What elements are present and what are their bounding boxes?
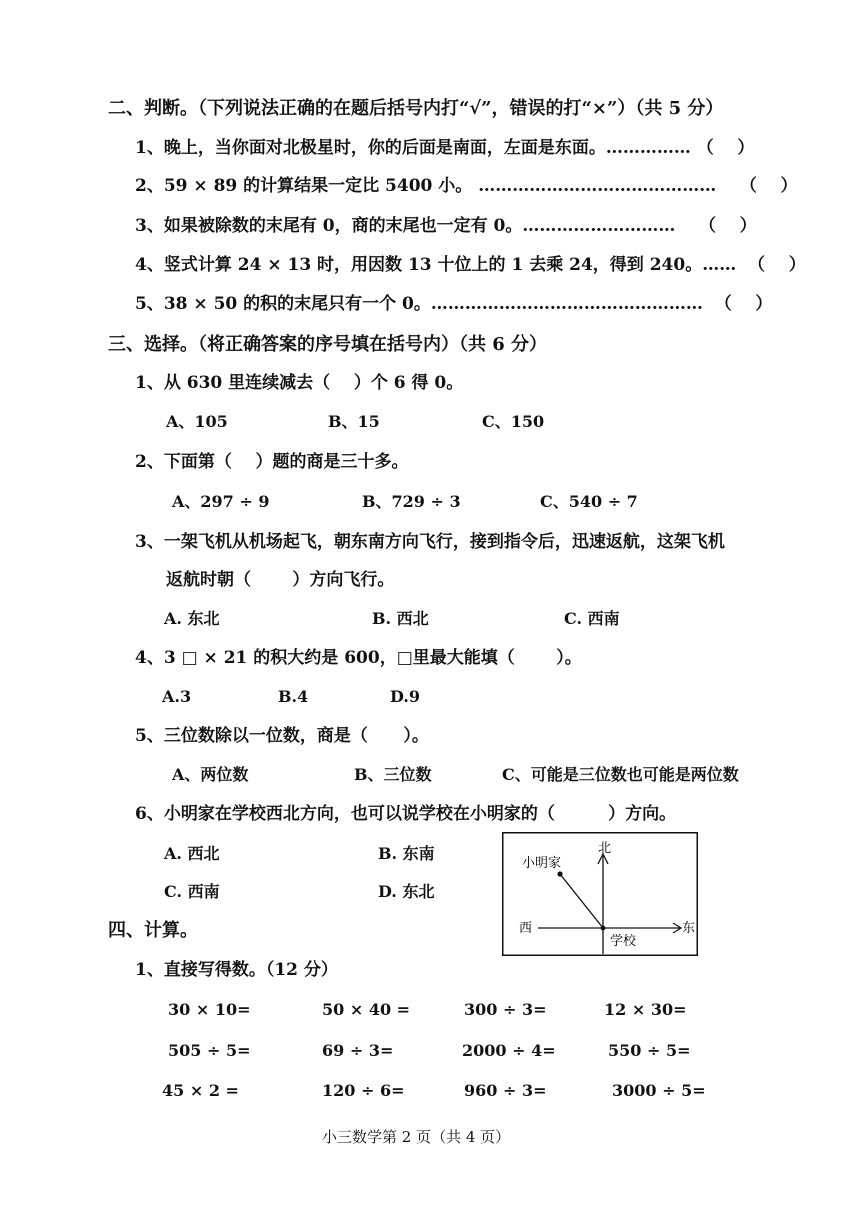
home-to-school-line: [560, 874, 603, 928]
q5-option-b: B、三位数: [354, 765, 432, 784]
home-label: 小明家: [522, 856, 562, 871]
west-label: 西: [519, 921, 533, 936]
page-footer: 小三数学第 2 页（共 4 页）: [322, 1128, 511, 1146]
choice-question-3-line-1: 3、一架飞机从机场起飞，朝东南方向飞行，接到指令后，迅速返航，这架飞机: [135, 532, 725, 552]
calc-r1-c2: 50 × 40 =: [322, 1000, 411, 1019]
calc-r3-c4: 3000 ÷ 5=: [612, 1081, 706, 1100]
choice-question-3-line-2: 返航时朝（ ）方向飞行。: [166, 570, 395, 590]
north-label: 北: [598, 841, 612, 856]
choice-question-4: 4、3 □ × 21 的积大约是 600，□里最大能填（ ）。: [135, 648, 582, 668]
q3-option-a: A. 东北: [164, 609, 220, 628]
judgement-item-2: 2、59 × 89 的计算结果一定比 5400 小。 …………………………………… （ ）: [135, 176, 798, 196]
calc-r1-c4: 12 × 30=: [604, 1000, 687, 1019]
calc-r3-c2: 120 ÷ 6=: [322, 1081, 405, 1100]
q6-option-c: C. 西南: [164, 882, 220, 901]
section-3-heading: 三、选择。（将正确答案的序号填在括号内）（共 6 分）: [108, 334, 548, 355]
q3-option-b: B. 西北: [372, 609, 429, 628]
q6-option-a: A. 西北: [164, 844, 220, 863]
calc-r2-c4: 550 ÷ 5=: [608, 1041, 691, 1060]
judgement-item-5: 5、38 × 50 的积的末尾只有一个 0。………………………………………… （ ）: [135, 294, 773, 314]
school-label: 学校: [610, 934, 637, 949]
calc-r3-c3: 960 ÷ 3=: [464, 1081, 547, 1100]
q6-option-b: B. 东南: [378, 844, 435, 863]
judgement-item-4: 4、竖式计算 24 × 13 时，用因数 13 十位上的 1 去乘 24，得到 240。…… （ ）: [135, 255, 806, 275]
section-2-heading: 二、判断。（下列说法正确的在题后括号内打“√”，错误的打“×”）（共 5 分）: [108, 98, 724, 119]
calc-subsection-1: 1、直接写得数。（12 分）: [135, 960, 338, 980]
q1-option-b: B、15: [328, 412, 380, 431]
calc-r2-c3: 2000 ÷ 4=: [462, 1041, 556, 1060]
section-4-heading: 四、计算。: [108, 920, 198, 941]
q1-option-a: A、105: [166, 412, 228, 431]
choice-question-2: 2、下面第（ ）题的商是三十多。: [135, 452, 409, 472]
calc-r2-c1: 505 ÷ 5=: [168, 1041, 251, 1060]
q4-option-b: B.4: [278, 687, 309, 706]
q1-option-c: C、150: [482, 412, 545, 431]
choice-question-5: 5、三位数除以一位数，商是（ ）。: [135, 726, 429, 746]
judgement-item-1: 1、晚上，当你面对北极星时，你的后面是南面，左面是东面。…………… （ ）: [135, 138, 755, 158]
calc-r1-c3: 300 ÷ 3=: [464, 1000, 547, 1019]
q6-option-d: D. 东北: [378, 882, 435, 901]
q5-option-c: C、可能是三位数也可能是两位数: [502, 765, 739, 784]
east-label: 东: [682, 921, 696, 936]
direction-diagram: [502, 832, 698, 956]
calc-r1-c1: 30 × 10=: [168, 1000, 251, 1019]
q2-option-b: B、729 ÷ 3: [362, 492, 461, 511]
calc-r2-c2: 69 ÷ 3=: [322, 1041, 394, 1060]
q5-option-a: A、两位数: [172, 765, 249, 784]
home-point: [557, 871, 562, 876]
judgement-item-3: 3、如果被除数的末尾有 0，商的末尾也一定有 0。……………………… （ ）: [135, 216, 757, 236]
q2-option-a: A、297 ÷ 9: [172, 492, 270, 511]
q3-option-c: C. 西南: [564, 609, 620, 628]
q2-option-c: C、540 ÷ 7: [540, 492, 638, 511]
q4-option-a: A.3: [162, 687, 192, 706]
calc-r3-c1: 45 × 2 =: [162, 1081, 239, 1100]
choice-question-6: 6、小明家在学校西北方向，也可以说学校在小明家的（ ）方向。: [135, 804, 677, 824]
q4-option-d: D.9: [390, 687, 421, 706]
choice-question-1: 1、从 630 里连续减去（ ）个 6 得 0。: [135, 373, 464, 393]
school-point: [601, 926, 606, 931]
